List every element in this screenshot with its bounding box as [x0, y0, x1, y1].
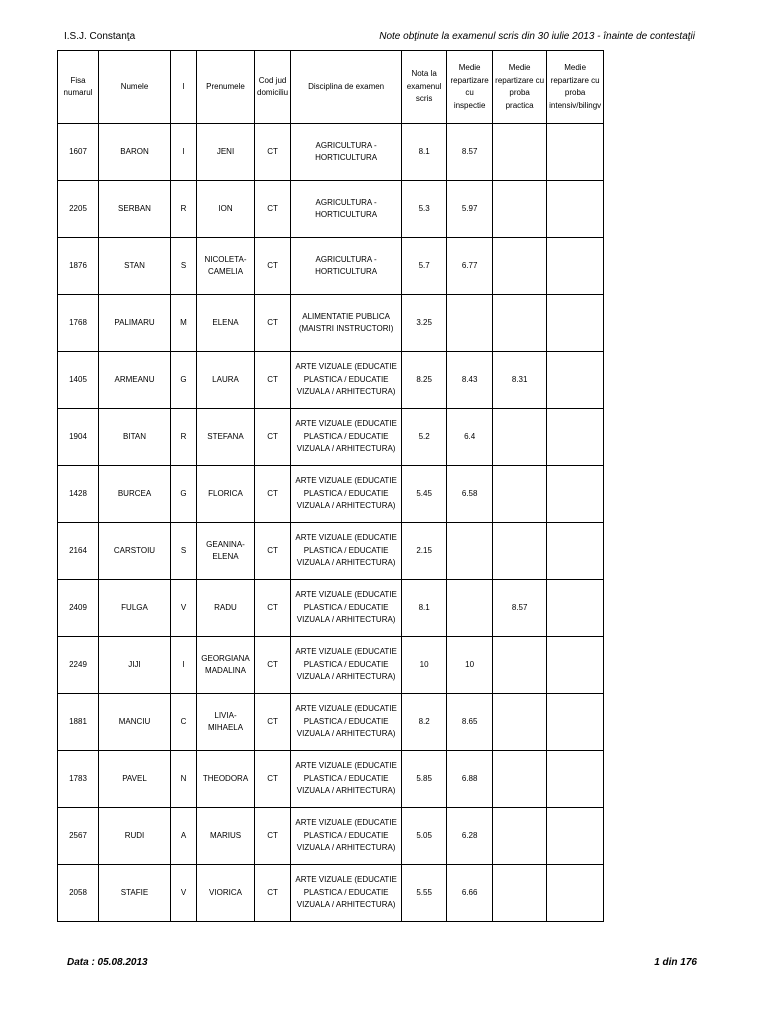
cell-initiala: I	[171, 124, 197, 181]
cell-medie-practica	[493, 238, 547, 295]
page-number: 1 din 176	[654, 957, 697, 968]
cell-medie-inspectie: 6.88	[447, 751, 493, 808]
col-header-medie-inspectie: Medie repartizare cu inspectie	[447, 51, 493, 124]
cell-disciplina: ARTE VIZUALE (EDUCATIE PLASTICA / EDUCATIE VIZUALA / ARHITECTURA)	[291, 808, 402, 865]
cell-numele: PALIMARU	[99, 295, 171, 352]
cell-initiala: S	[171, 523, 197, 580]
cell-numele: CARSTOIU	[99, 523, 171, 580]
cell-medie-intensiv	[547, 181, 604, 238]
cell-medie-practica: 8.31	[493, 352, 547, 409]
table-row	[58, 181, 604, 238]
cell-medie-inspectie: 8.43	[447, 352, 493, 409]
cell-prenumele: ION	[197, 181, 255, 238]
cell-initiala: I	[171, 637, 197, 694]
cell-nota: 8.2	[402, 694, 447, 751]
table-row	[58, 238, 604, 295]
cell-initiala: C	[171, 694, 197, 751]
cell-medie-inspectie: 8.65	[447, 694, 493, 751]
cell-fisa: 1904	[58, 409, 99, 466]
cell-nota: 3.25	[402, 295, 447, 352]
header-title: Note obţinute la examenul scris din 30 iulie 2013 - înainte de contestaţii	[379, 31, 695, 42]
cell-cod-jud: CT	[255, 865, 291, 922]
cell-numele: BURCEA	[99, 466, 171, 523]
cell-disciplina: ARTE VIZUALE (EDUCATIE PLASTICA / EDUCATIE VIZUALA / ARHITECTURA)	[291, 523, 402, 580]
cell-initiala: N	[171, 751, 197, 808]
cell-fisa: 2409	[58, 580, 99, 637]
cell-disciplina: AGRICULTURA - HORTICULTURA	[291, 238, 402, 295]
col-header-fisa: Fisa numarul	[58, 51, 99, 124]
cell-fisa: 2567	[58, 808, 99, 865]
cell-medie-practica	[493, 637, 547, 694]
cell-prenumele: LIVIA-MIHAELA	[197, 694, 255, 751]
table-row	[58, 352, 604, 409]
cell-cod-jud: CT	[255, 751, 291, 808]
cell-medie-inspectie: 5.97	[447, 181, 493, 238]
cell-disciplina: ARTE VIZUALE (EDUCATIE PLASTICA / EDUCATIE VIZUALA / ARHITECTURA)	[291, 466, 402, 523]
cell-disciplina: AGRICULTURA - HORTICULTURA	[291, 124, 402, 181]
col-header-prenumele: Prenumele	[197, 51, 255, 124]
cell-prenumele: VIORICA	[197, 865, 255, 922]
cell-medie-intensiv	[547, 751, 604, 808]
cell-prenumele: LAURA	[197, 352, 255, 409]
cell-numele: BARON	[99, 124, 171, 181]
cell-initiala: M	[171, 295, 197, 352]
cell-medie-inspectie: 10	[447, 637, 493, 694]
cell-cod-jud: CT	[255, 637, 291, 694]
cell-numele: FULGA	[99, 580, 171, 637]
cell-medie-intensiv	[547, 466, 604, 523]
cell-medie-inspectie: 6.66	[447, 865, 493, 922]
cell-nota: 5.85	[402, 751, 447, 808]
cell-initiala: A	[171, 808, 197, 865]
cell-medie-practica	[493, 466, 547, 523]
table-row	[58, 865, 604, 922]
cell-medie-practica	[493, 751, 547, 808]
cell-fisa: 1881	[58, 694, 99, 751]
cell-cod-jud: CT	[255, 295, 291, 352]
table-row	[58, 751, 604, 808]
cell-medie-practica	[493, 808, 547, 865]
cell-numele: SERBAN	[99, 181, 171, 238]
cell-medie-intensiv	[547, 352, 604, 409]
cell-nota: 2.15	[402, 523, 447, 580]
cell-medie-intensiv	[547, 694, 604, 751]
cell-medie-inspectie: 8.57	[447, 124, 493, 181]
cell-medie-inspectie: 6.77	[447, 238, 493, 295]
table-row	[58, 808, 604, 865]
cell-medie-inspectie	[447, 523, 493, 580]
col-header-medie-intensiv: Medie repartizare cu proba intensiv/bilingv	[547, 51, 604, 124]
cell-nota: 5.2	[402, 409, 447, 466]
cell-disciplina: ARTE VIZUALE (EDUCATIE PLASTICA / EDUCATIE VIZUALA / ARHITECTURA)	[291, 409, 402, 466]
table-row	[58, 409, 604, 466]
cell-fisa: 1783	[58, 751, 99, 808]
cell-prenumele: THEODORA	[197, 751, 255, 808]
cell-prenumele: JENI	[197, 124, 255, 181]
cell-numele: RUDI	[99, 808, 171, 865]
cell-fisa: 1405	[58, 352, 99, 409]
table-header-row	[58, 51, 604, 124]
cell-fisa: 1607	[58, 124, 99, 181]
cell-cod-jud: CT	[255, 409, 291, 466]
cell-numele: STAFIE	[99, 865, 171, 922]
cell-medie-inspectie: 6.4	[447, 409, 493, 466]
cell-prenumele: STEFANA	[197, 409, 255, 466]
table-row	[58, 637, 604, 694]
cell-medie-practica	[493, 124, 547, 181]
cell-medie-intensiv	[547, 523, 604, 580]
cell-disciplina: ARTE VIZUALE (EDUCATIE PLASTICA / EDUCATIE VIZUALA / ARHITECTURA)	[291, 751, 402, 808]
cell-nota: 5.05	[402, 808, 447, 865]
cell-medie-practica	[493, 523, 547, 580]
table-row	[58, 580, 604, 637]
cell-prenumele: MARIUS	[197, 808, 255, 865]
cell-initiala: R	[171, 181, 197, 238]
cell-disciplina: ARTE VIZUALE (EDUCATIE PLASTICA / EDUCATIE VIZUALA / ARHITECTURA)	[291, 865, 402, 922]
cell-medie-practica	[493, 694, 547, 751]
cell-prenumele: FLORICA	[197, 466, 255, 523]
cell-medie-practica	[493, 295, 547, 352]
cell-prenumele: ELENA	[197, 295, 255, 352]
cell-nota: 5.3	[402, 181, 447, 238]
cell-nota: 5.7	[402, 238, 447, 295]
col-header-initiala: I	[171, 51, 197, 124]
header-left: I.S.J. Constanţa	[64, 31, 136, 42]
col-header-disciplina: Disciplina de examen	[291, 51, 402, 124]
cell-medie-inspectie	[447, 295, 493, 352]
cell-disciplina: ARTE VIZUALE (EDUCATIE PLASTICA / EDUCATIE VIZUALA / ARHITECTURA)	[291, 580, 402, 637]
cell-nota: 5.45	[402, 466, 447, 523]
cell-fisa: 2058	[58, 865, 99, 922]
col-header-numele: Numele	[99, 51, 171, 124]
cell-numele: BITAN	[99, 409, 171, 466]
cell-medie-practica	[493, 181, 547, 238]
cell-numele: MANCIU	[99, 694, 171, 751]
cell-nota: 8.1	[402, 580, 447, 637]
cell-initiala: G	[171, 466, 197, 523]
cell-fisa: 2164	[58, 523, 99, 580]
cell-numele: STAN	[99, 238, 171, 295]
col-header-medie-practica: Medie repartizare cu proba practica	[493, 51, 547, 124]
cell-medie-intensiv	[547, 409, 604, 466]
cell-nota: 8.1	[402, 124, 447, 181]
cell-nota: 8.25	[402, 352, 447, 409]
cell-medie-practica	[493, 409, 547, 466]
table-row	[58, 466, 604, 523]
cell-initiala: S	[171, 238, 197, 295]
cell-nota: 5.55	[402, 865, 447, 922]
cell-initiala: V	[171, 580, 197, 637]
cell-fisa: 1428	[58, 466, 99, 523]
cell-medie-inspectie: 6.58	[447, 466, 493, 523]
cell-prenumele: NICOLETA-CAMELIA	[197, 238, 255, 295]
cell-fisa: 2205	[58, 181, 99, 238]
cell-cod-jud: CT	[255, 694, 291, 751]
col-header-nota: Nota la examenul scris	[402, 51, 447, 124]
cell-cod-jud: CT	[255, 352, 291, 409]
cell-initiala: V	[171, 865, 197, 922]
cell-numele: ARMEANU	[99, 352, 171, 409]
cell-initiala: R	[171, 409, 197, 466]
results-table	[57, 50, 604, 922]
cell-fisa: 2249	[58, 637, 99, 694]
cell-cod-jud: CT	[255, 124, 291, 181]
cell-disciplina: ARTE VIZUALE (EDUCATIE PLASTICA / EDUCATIE VIZUALA / ARHITECTURA)	[291, 637, 402, 694]
cell-initiala: G	[171, 352, 197, 409]
cell-fisa: 1876	[58, 238, 99, 295]
table-row	[58, 295, 604, 352]
cell-nota: 10	[402, 637, 447, 694]
table-row	[58, 523, 604, 580]
cell-cod-jud: CT	[255, 238, 291, 295]
cell-medie-intensiv	[547, 637, 604, 694]
cell-disciplina: AGRICULTURA - HORTICULTURA	[291, 181, 402, 238]
col-header-cod-jud: Cod jud domiciliu	[255, 51, 291, 124]
cell-medie-intensiv	[547, 808, 604, 865]
cell-disciplina: ALIMENTATIE PUBLICA (MAISTRI INSTRUCTORI)	[291, 295, 402, 352]
cell-disciplina: ARTE VIZUALE (EDUCATIE PLASTICA / EDUCATIE VIZUALA / ARHITECTURA)	[291, 352, 402, 409]
table-row	[58, 124, 604, 181]
cell-medie-intensiv	[547, 124, 604, 181]
cell-medie-practica	[493, 865, 547, 922]
cell-medie-practica: 8.57	[493, 580, 547, 637]
cell-cod-jud: CT	[255, 580, 291, 637]
table-row	[58, 694, 604, 751]
cell-cod-jud: CT	[255, 466, 291, 523]
cell-prenumele: GEORGIANA MADALINA	[197, 637, 255, 694]
cell-numele: JIJI	[99, 637, 171, 694]
cell-cod-jud: CT	[255, 181, 291, 238]
cell-medie-inspectie	[447, 580, 493, 637]
cell-prenumele: RADU	[197, 580, 255, 637]
cell-disciplina: ARTE VIZUALE (EDUCATIE PLASTICA / EDUCATIE VIZUALA / ARHITECTURA)	[291, 694, 402, 751]
cell-fisa: 1768	[58, 295, 99, 352]
cell-medie-intensiv	[547, 295, 604, 352]
cell-prenumele: GEANINA-ELENA	[197, 523, 255, 580]
cell-cod-jud: CT	[255, 523, 291, 580]
cell-numele: PAVEL	[99, 751, 171, 808]
cell-medie-inspectie: 6.28	[447, 808, 493, 865]
cell-medie-intensiv	[547, 865, 604, 922]
footer-date: Data : 05.08.2013	[67, 957, 148, 968]
cell-medie-intensiv	[547, 580, 604, 637]
cell-cod-jud: CT	[255, 808, 291, 865]
cell-medie-intensiv	[547, 238, 604, 295]
